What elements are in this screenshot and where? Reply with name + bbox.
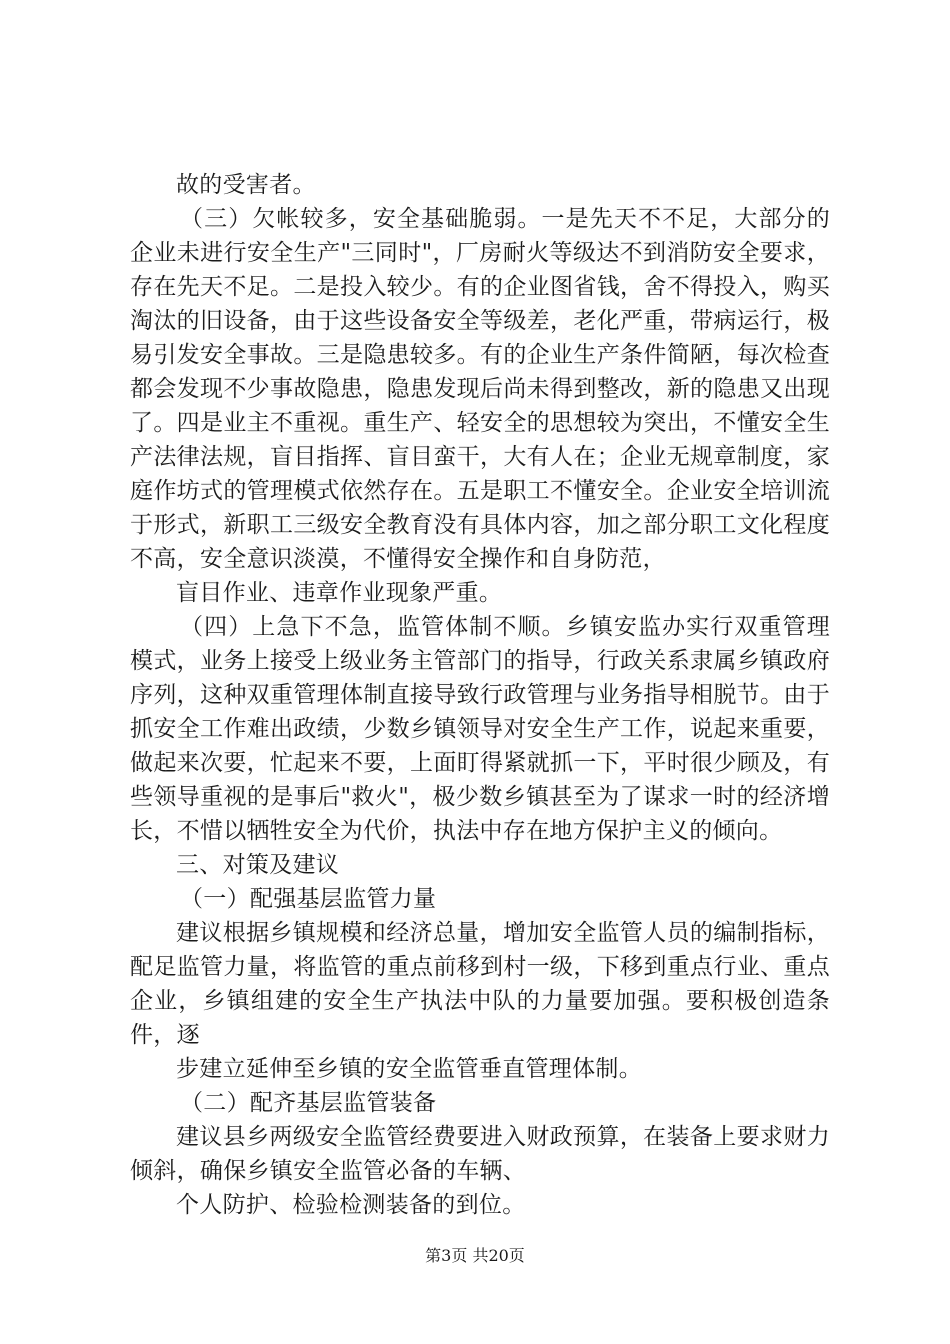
heading-countermeasures: 三、对策及建议	[176, 852, 340, 878]
paragraph-section-4: （四）上急下不急，监管体制不顺。乡镇安监办实行双重管理模式，业务上接受上级业务主管部门的指导，行政关系隶属乡镇政府序列，这种双重管理体制直接导致行政管理与业务指导相脱节。由于抓安全工作难出政绩，少数乡镇领导对安全生产工作，说起来重要，做起来次要，忙起来不要，上面盯得紧就抓一下，平时很少顾及，有些领导重视的是事后"救火"，极少数乡镇甚至为了谋求一时的经济增长，不惜以牺牲安全为代价，执法中存在地方保护主义的倾向。	[130, 614, 830, 844]
document-body	[130, 168, 830, 1222]
page-number: 第3页 共20页	[425, 1246, 525, 1265]
paragraph-continuation: 故的受害者。	[176, 172, 316, 198]
subheading-strengthen-supervision: （一）配强基层监管力量	[180, 886, 437, 912]
paragraph-suggestion-2: 建议县乡两级安全监管经费要进入财政预算，在装备上要求财力倾斜，确保乡镇安全监管必备的车辆、	[130, 1124, 830, 1184]
subheading-equipment: （二）配齐基层监管装备	[180, 1090, 437, 1116]
paragraph-suggestion-1-cont: 步建立延伸至乡镇的安全监管垂直管理体制。	[176, 1056, 642, 1082]
paragraph-section-3: （三）欠帐较多，安全基础脆弱。一是先天不不足，大部分的企业未进行安全生产"三同时"，厂房耐火等级达不到消防安全要求，存在先天不足。二是投入较少。有的企业图省钱，舍不得投入，购买淘汰的旧设备，由于这些设备安全等级差，老化严重，带病运行，极易引发安全事故。三是隐患较多。有的企业生产条件简陋，每次检查都会发现不少事故隐患，隐患发现后尚未得到整改，新的隐患又出现了。四是业主不重视。重生产、轻安全的思想较为突出，不懂安全生产法律法规，盲目指挥、盲目蛮干，大有人在；企业无规章制度，家庭作坊式的管理模式依然存在。五是职工不懂安全。企业安全培训流于形式，新职工三级安全教育没有具体内容，加之部分职工文化程度不高，安全意识淡漠，不懂得安全操作和自身防范，	[130, 206, 830, 572]
paragraph-suggestion-2-cont: 个人防护、检验检测装备的到位。	[176, 1192, 526, 1218]
paragraph-continuation-2: 盲目作业、违章作业现象严重。	[176, 580, 503, 606]
paragraph-suggestion-1: 建议根据乡镇规模和经济总量，增加安全监管人员的编制指标，配足监管力量，将监管的重点前移到村一级，下移到重点行业、重点企业，乡镇组建的安全生产执法中队的力量要加强。要积极创造条件，逐	[130, 920, 830, 1048]
